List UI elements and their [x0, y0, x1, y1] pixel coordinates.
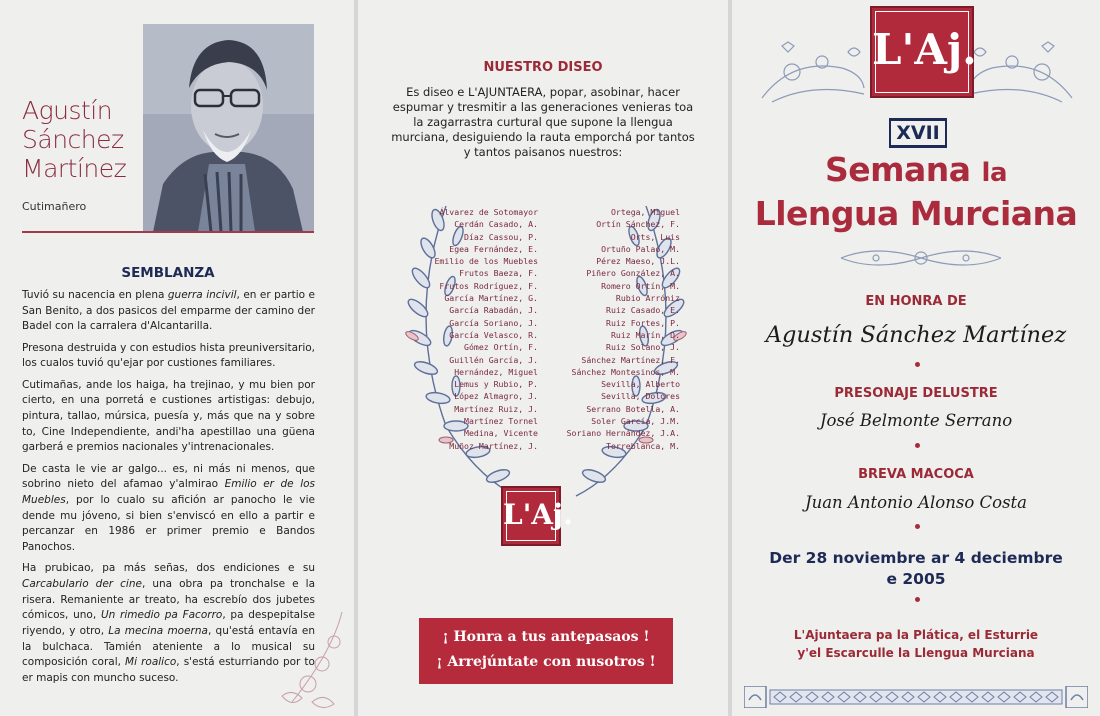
ilustre-label: PRESONAJE DELUSTRE: [834, 386, 998, 401]
list-item: Ruiz Casado, E.: [606, 305, 680, 316]
list-item: Gómez Ortín, F.: [464, 342, 538, 353]
scroll-ornament-icon: [836, 240, 1006, 276]
names-list-left: [408, 206, 538, 452]
bullet-dot: [915, 362, 920, 367]
list-item: Soriano Hernández, J.A.: [566, 428, 680, 439]
ajuntaera-logo: L'Aj.: [870, 6, 974, 98]
list-item: Sánchez Martínez, F.: [581, 354, 680, 365]
ajuntaera-logo: L'Aj.: [501, 486, 561, 546]
list-item: Soler García, J.M.: [591, 416, 680, 427]
nuestro-diseo-heading: NUESTRO DISEO: [483, 60, 603, 75]
list-item: Frutos Baeza, F.: [459, 268, 538, 279]
list-item: García Soriano, J.: [449, 317, 538, 328]
breva-name: Juan Antonio Alonso Costa: [804, 493, 1028, 512]
bio-paragraph: Ha prubicao, pa más señas, dos endiciones e su Carcabulario der cine, una obra pa tronchalse e la risera. Remaniente ar treato, ha escrebío dos jubetes cómicos, uno, Un rimedio pa Facorro, pa despepitalse riyendo, y otro, La mecina moerna, qu'está entavía en la bulchaca. Tamién ateniente a lo musical su composición coral, Mi roalico, s'está esturriando por to er mapis con muncho suceso.: [22, 562, 315, 685]
list-item: Emilio de los Muebles: [434, 256, 538, 267]
event-title-line1: Semana la: [824, 150, 1008, 189]
decorative-border-icon: [744, 686, 1088, 708]
list-item: Sevilla, Alberto: [601, 379, 680, 390]
list-item: Pérez Maeso, J.L.: [596, 256, 680, 267]
list-item: García Martínez, G.: [444, 293, 538, 304]
breva-label: BREVA MACOCA: [858, 467, 974, 482]
list-item: Ortega, Miguel: [610, 207, 680, 217]
list-item: Egea Fernández, E.: [449, 243, 538, 254]
bullet-dot: [915, 597, 920, 602]
list-item: Martínez Tornel: [464, 416, 538, 427]
list-item: Lemus y Rubio, P.: [454, 379, 538, 390]
bio-paragraph: Cutimañas, ande los haiga, ha trejinao, y mu bien por cierto, en una porretá e custiones artistigas: debujo, pintura, tallao, múrsica, puesía y, más que na y sobre to, Cine Independiente, andi'ha apestillao una güena garberá e premios nacionales y'intrenacionales.: [22, 378, 315, 454]
list-item: Cerdán Casado, A.: [454, 219, 538, 230]
list-item: Romero Ortín, M.: [601, 280, 680, 291]
list-item: García Velasco, R.: [449, 329, 538, 340]
list-item: Ruiz Marín, D.: [610, 329, 680, 340]
right-panel: [732, 0, 1100, 716]
semblanza-heading: SEMBLANZA: [121, 265, 215, 281]
person-name: Agustín Sánchez Martínez: [22, 96, 127, 183]
list-item: López Almagro, J.: [454, 391, 538, 402]
floral-ornament-icon: [272, 612, 354, 712]
slogan-line: ¡ Arrejúntate con nusotros !: [436, 654, 656, 670]
diseo-text: Es diseo e L'AJUNTAERA, popar, asobinar, hacer espumar y tresmitir a las generaciones venieras toa la zagarrastra curtural que supone la llengua murciana, desiguiendo la rauta emporchá por tantos y tantos paisanos nuestros:: [391, 85, 695, 159]
left-panel: [0, 0, 354, 716]
bio-paragraph: Presona destruida y con estudios hista preuniversitario, los cualos tuvió qu'ejar por custiones familiares.: [22, 341, 315, 370]
person-role: Cutimañero: [22, 200, 87, 213]
organizer-text: L'Ajuntaera pa la Plática, el Esturrie y'el Escarculle la Llengua Murciana: [793, 628, 1039, 660]
middle-panel: [358, 0, 728, 716]
edition-badge: XVII: [889, 118, 947, 148]
divider-line: [22, 231, 314, 233]
portrait-photo: [143, 24, 314, 232]
bio-paragraph: De casta le vie ar galgo... es, ni más ni menos, que sobrino nieto del afamao y'almirao Emilio er de los Muebles, por lo cualo su afición ar panocho le vie dende mu jóveno, si bien s'enviscó en ello a partir e percanzar en 1986 er primer premio e Bandos Panochos.: [22, 462, 315, 554]
slogan-line: ¡ Honra a tus antepasaos !: [442, 629, 650, 645]
list-item: Ortuño Palao, M.: [601, 243, 680, 254]
names-list-right: [550, 206, 680, 452]
list-item: Sánchez Montesinos, M.: [571, 366, 680, 377]
list-item: Ruiz Fortes, P.: [606, 317, 680, 328]
list-item: Ortín Sánchez, F.: [596, 219, 680, 230]
list-item: García Rabadán, J.: [449, 305, 538, 316]
honoree-name: Agustín Sánchez Martínez: [765, 322, 1067, 348]
slogan-banner: [419, 618, 673, 684]
bullet-dot: [915, 443, 920, 448]
list-item: Díaz Cassou, P.: [464, 231, 538, 242]
list-item: Sevilla, Dolores: [601, 391, 680, 402]
list-item: Serrano Botella, A.: [586, 403, 680, 414]
bio-paragraph: Tuvió su nacencia en plena guerra incivil, en er partio e San Benito, a dos pasicos del emparme der camino der Badel con la carralera d'Alcantarilla.: [22, 289, 315, 333]
bullet-dot: [915, 524, 920, 529]
list-item: Guillén García, J.: [449, 354, 538, 365]
list-item: Medina, Vicente: [464, 428, 538, 439]
list-item: Álvarez de Sotomayor: [439, 207, 538, 217]
list-item: Martínez Ruiz, J.: [454, 403, 538, 414]
list-item: Orts, Luis: [630, 231, 680, 242]
list-item: Piñero González, A.: [586, 268, 680, 279]
ilustre-name: José Belmonte Serrano: [819, 411, 1013, 430]
list-item: Frutos Rodríguez, F.: [439, 280, 538, 291]
honor-label: EN HONRA DE: [865, 294, 967, 309]
list-item: Torreblanca, M.: [606, 440, 680, 451]
list-item: Hernández, Miguel: [454, 366, 538, 377]
event-title-line2: Llengua Murciana: [754, 194, 1078, 233]
list-item: Rubio Arróniz: [615, 293, 680, 304]
list-item: Muñoz Martínez, J.: [449, 440, 538, 451]
list-item: Ruiz Solano, J.: [606, 342, 680, 353]
event-dates: Der 28 noviembre ar 4 deciembre e 2005: [769, 549, 1063, 588]
